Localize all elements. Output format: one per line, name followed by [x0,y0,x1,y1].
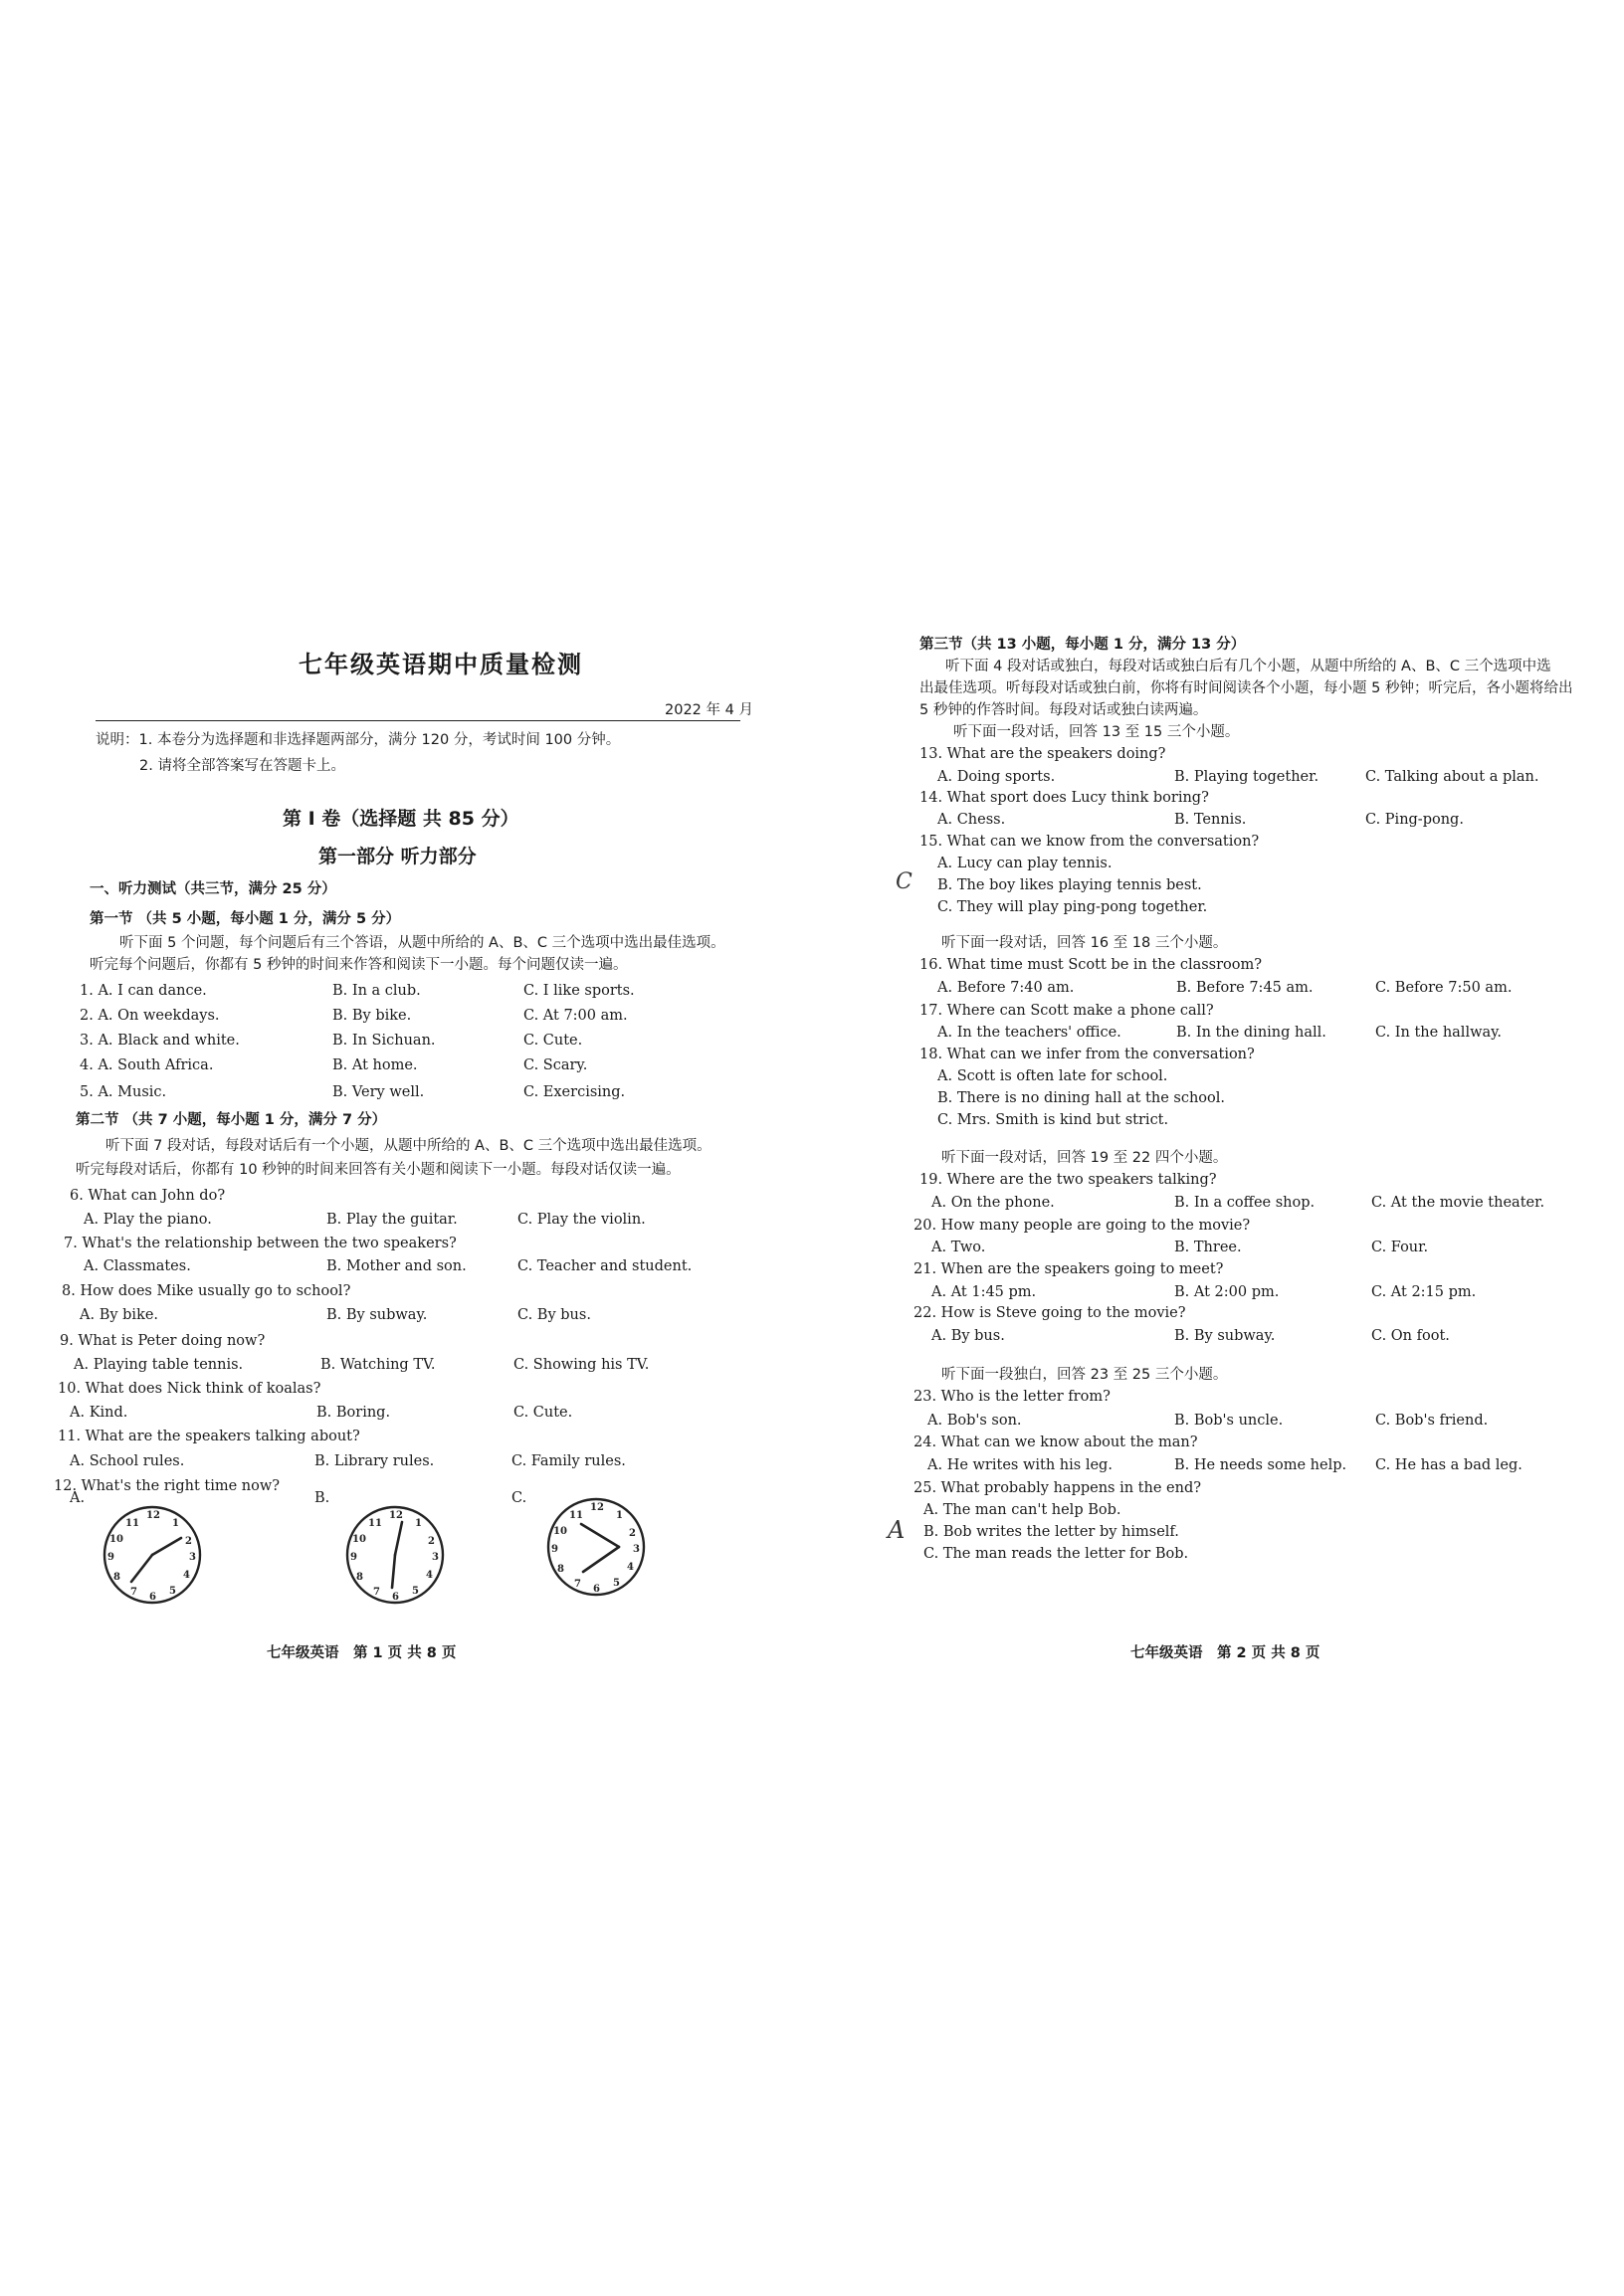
svg-text:9: 9 [551,1544,558,1555]
option-a: A. He writes with his leg. [927,1457,1113,1473]
svg-text:6: 6 [149,1592,156,1603]
s1-option-c: C. I like sports. [523,983,635,999]
svg-text:12: 12 [146,1510,160,1521]
option-b: B. Boring. [316,1405,391,1421]
option-a: A. Play the piano. [84,1212,212,1228]
question: 24. What can we know about the man? [914,1435,1198,1450]
option-a: A. School rules. [70,1453,185,1469]
option-c: C. He has a bad leg. [1375,1457,1522,1473]
option-b: B. In the dining hall. [1176,1025,1326,1041]
svg-text:11: 11 [368,1518,382,1529]
option-b: B. There is no dining hall at the school. [937,1090,1225,1106]
svg-text:1: 1 [415,1518,422,1529]
question: 25. What probably happens in the end? [914,1480,1202,1496]
s1-option-b: B. In Sichuan. [332,1033,436,1049]
svg-text:10: 10 [109,1534,123,1545]
svg-text:3: 3 [633,1544,640,1555]
question: 19. Where are the two speakers talking? [919,1172,1217,1188]
option-b: B. Bob writes the letter by himself. [923,1524,1179,1540]
question: 11. What are the speakers talking about? [58,1429,360,1444]
title-divider [96,720,740,721]
svg-text:12: 12 [590,1502,604,1513]
option-a: A. At 1:45 pm. [931,1284,1037,1300]
svg-text:4: 4 [183,1570,190,1581]
option-b: B. He needs some help. [1174,1457,1347,1473]
svg-text:7: 7 [373,1587,380,1598]
option-c: C. At 2:15 pm. [1371,1284,1477,1300]
option-b: B. At 2:00 pm. [1174,1284,1280,1300]
svg-text:6: 6 [593,1584,600,1595]
option-c: C. Four. [1371,1240,1429,1255]
s1-option-b: B. Very well. [332,1084,425,1100]
question: 20. How many people are going to the movie? [914,1218,1251,1234]
handwritten-answer-25: A [888,1516,906,1544]
option-b: B. By subway. [326,1307,428,1323]
svg-text:2: 2 [629,1528,636,1539]
s2-instruction-2: 听完每段对话后，你都有 10 秒钟的时间来回答有关小题和阅读下一小题。每段对话仅读一遍。 [76,1162,681,1178]
s3-heading: 第三节（共 13 小题，每小题 1 分，满分 13 分） [919,637,1246,653]
s1-option-c: C. At 7:00 am. [523,1008,628,1024]
q12-label-b: B. [314,1490,330,1506]
svg-text:12: 12 [389,1510,403,1521]
question: 10. What does Nick think of koalas? [58,1381,321,1397]
option-b: B. Before 7:45 am. [1176,980,1314,996]
question: 7. What's the relationship between the two speakers? [64,1236,457,1251]
question: 17. Where can Scott make a phone call? [919,1003,1214,1019]
s2-instruction-1: 听下面 7 段对话，每段对话后有一个小题，从题中所给的 A、B、C 三个选项中选出最佳选项。 [105,1138,711,1154]
s1-option-b: B. In a club. [332,983,421,999]
option-a: A. Bob's son. [927,1413,1022,1429]
s1-option-c: C. Cute. [523,1033,583,1049]
s1-option-b: B. By bike. [332,1008,412,1024]
svg-text:11: 11 [569,1510,583,1521]
option-a: A. On the phone. [931,1195,1055,1211]
question: 14. What sport does Lucy think boring? [919,790,1209,806]
option-c: C. Mrs. Smith is kind but strict. [937,1112,1169,1128]
svg-text:9: 9 [350,1552,357,1563]
option-b: B. Bob's uncle. [1174,1413,1284,1429]
q12-label-a: A. [70,1490,86,1506]
s1-option-c: C. Scary. [523,1057,588,1073]
exam-title: 七年级英语期中质量检测 [299,651,583,678]
s1-option-c: C. Exercising. [523,1084,626,1100]
option-b: B. The boy likes playing tennis best. [937,877,1202,893]
svg-text:10: 10 [553,1526,567,1537]
svg-text:8: 8 [356,1572,363,1583]
option-c: C. Before 7:50 am. [1375,980,1513,996]
s1-heading: 第一节 （共 5 小题，每小题 1 分，满分 5 分） [90,911,401,927]
option-b: B. Playing together. [1174,769,1320,785]
part-title: 第一部分 听力部分 [318,846,477,867]
question-12: 12. What's the right time now? [54,1478,281,1494]
s2-heading: 第二节 （共 7 小题，每小题 1 分，满分 7 分） [76,1112,387,1128]
svg-text:3: 3 [432,1552,439,1563]
option-b: B. Watching TV. [320,1357,436,1373]
option-a: A. By bus. [931,1328,1005,1344]
svg-text:2: 2 [185,1536,192,1547]
s1-option-a: 4. A. South Africa. [80,1057,214,1073]
question: 22. How is Steve going to the movie? [914,1305,1186,1321]
group-intro: 听下面一段独白，回答 23 至 25 三个小题。 [941,1367,1228,1383]
s3-instruction-1: 听下面 4 段对话或独白，每段对话或独白后有几个小题，从题中所给的 A、B、C 三个选项中选 [945,659,1551,674]
group-intro: 听下面一段对话，回答 13 至 15 三个小题。 [953,724,1240,740]
question: 18. What can we infer from the conversation? [919,1047,1255,1062]
question: 16. What time must Scott be in the classroom? [919,957,1263,973]
svg-text:8: 8 [557,1564,564,1575]
option-a: A. By bike. [80,1307,159,1323]
right-footer: 七年级英语 第 2 页 共 8 页 [1130,1645,1320,1661]
option-b: B. Library rules. [314,1453,435,1469]
option-a: A. Classmates. [84,1258,191,1274]
svg-text:4: 4 [426,1570,433,1581]
handwritten-answer-15: C [896,869,913,894]
clock-c-icon [541,1492,651,1602]
option-b: B. Tennis. [1174,812,1247,828]
option-a: A. Kind. [70,1405,128,1421]
note-1: 说明：1. 本卷分为选择题和非选择题两部分，满分 120 分，考试时间 100 分钟。 [96,732,621,748]
option-c: C. Talking about a plan. [1365,769,1539,785]
svg-text:7: 7 [574,1579,581,1590]
option-c: C. Teacher and student. [517,1258,693,1274]
question: 9. What is Peter doing now? [60,1333,266,1349]
svg-text:5: 5 [613,1578,620,1589]
svg-text:7: 7 [130,1587,137,1598]
group-intro: 听下面一段对话，回答 16 至 18 三个小题。 [941,935,1228,951]
option-b: B. In a coffee shop. [1174,1195,1316,1211]
option-a: A. Before 7:40 am. [937,980,1075,996]
option-a: A. In the teachers' office. [937,1025,1121,1041]
option-c: C. Ping-pong. [1365,812,1464,828]
svg-text:3: 3 [189,1552,196,1563]
option-b: B. Mother and son. [326,1258,467,1274]
option-c: C. Bob's friend. [1375,1413,1489,1429]
option-a: A. The man can't help Bob. [923,1502,1121,1518]
option-b: B. Play the guitar. [326,1212,458,1228]
option-c: C. In the hallway. [1375,1025,1503,1041]
question: 15. What can we know from the conversation? [919,834,1260,850]
question: 13. What are the speakers doing? [919,746,1166,762]
svg-text:5: 5 [169,1586,176,1597]
option-c: C. Play the violin. [517,1212,646,1228]
s3-instruction-2: 出最佳选项。听每段对话或独白前，你将有时间阅读各个小题，每小题 5 秒钟；听完后，各小题将给出 [919,680,1573,696]
svg-text:1: 1 [616,1510,623,1521]
option-b: B. By subway. [1174,1328,1276,1344]
option-a: A. Playing table tennis. [74,1357,244,1373]
s1-option-a: 1. A. I can dance. [80,983,207,999]
svg-text:5: 5 [412,1586,419,1597]
svg-text:6: 6 [392,1592,399,1603]
option-c: C. Showing his TV. [513,1357,650,1373]
exam-date: 2022 年 4 月 [665,702,753,718]
option-a: A. Two. [931,1240,986,1255]
svg-text:1: 1 [172,1518,179,1529]
option-c: C. Family rules. [511,1453,626,1469]
svg-text:10: 10 [352,1534,366,1545]
option-c: C. By bus. [517,1307,591,1323]
option-a: A. Scott is often late for school. [937,1068,1168,1084]
option-a: A. Doing sports. [937,769,1056,785]
s1-option-a: 2. A. On weekdays. [80,1008,220,1024]
group-intro: 听下面一段对话，回答 19 至 22 四个小题。 [941,1150,1228,1166]
s3-instruction-3: 5 秒钟的作答时间。每段对话或独白读两遍。 [919,702,1208,718]
section-heading: 一、听力测试（共三节，满分 25 分） [90,881,336,897]
svg-text:4: 4 [627,1562,634,1573]
s1-instruction-1: 听下面 5 个问题，每个问题后有三个答语，从题中所给的 A、B、C 三个选项中选出最佳选项。 [119,935,725,951]
s1-instruction-2: 听完每个问题后，你都有 5 秒钟的时间来作答和阅读下一小题。每个问题仅读一遍。 [90,957,628,973]
question: 23. Who is the letter from? [914,1389,1111,1405]
option-c: C. Cute. [513,1405,573,1421]
option-c: C. They will play ping-pong together. [937,899,1208,915]
option-c: C. The man reads the letter for Bob. [923,1546,1189,1562]
svg-text:8: 8 [113,1572,120,1583]
question: 21. When are the speakers going to meet? [914,1261,1224,1277]
s1-option-b: B. At home. [332,1057,418,1073]
q12-label-c: C. [511,1490,527,1506]
svg-text:2: 2 [428,1536,435,1547]
option-c: C. On foot. [1371,1328,1450,1344]
clock-a-icon [98,1500,207,1610]
svg-text:9: 9 [107,1552,114,1563]
left-footer: 七年级英语 第 1 页 共 8 页 [267,1645,457,1661]
option-a: A. Chess. [937,812,1006,828]
s1-option-a: 3. A. Black and white. [80,1033,240,1049]
clock-b-icon [340,1500,450,1610]
option-c: C. At the movie theater. [1371,1195,1545,1211]
option-b: B. Three. [1174,1240,1242,1255]
note-2: 2. 请将全部答案写在答题卡上。 [139,758,345,774]
s1-option-a: 5. A. Music. [80,1084,167,1100]
svg-text:11: 11 [125,1518,139,1529]
question: 8. How does Mike usually go to school? [62,1283,351,1299]
option-a: A. Lucy can play tennis. [937,856,1113,871]
question: 6. What can John do? [70,1188,226,1204]
volume-title: 第 I 卷（选择题 共 85 分） [283,808,519,830]
